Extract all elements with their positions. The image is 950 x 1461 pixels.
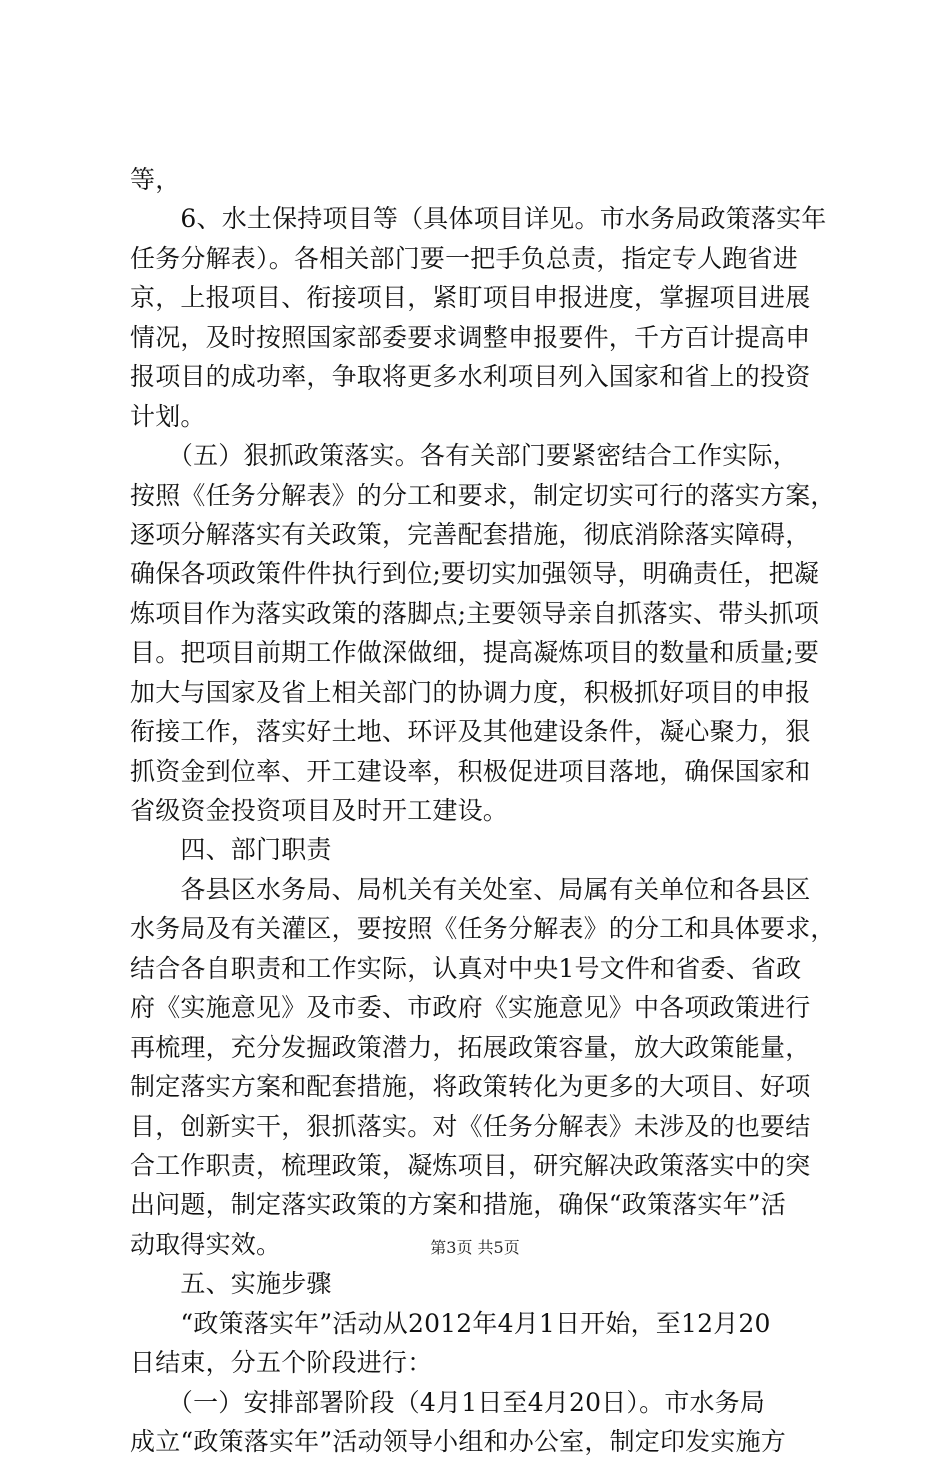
page-number: 第3页 共5页 (430, 1238, 520, 1257)
text-line: 京，上报项目、衔接项目，紧盯项目申报进度，掌握项目进展 (130, 283, 811, 313)
text-line: 按照《任务分解表》的分工和要求，制定切实可行的落实方案， (130, 480, 836, 510)
text-line: 水务局及有关灌区，要按照《任务分解表》的分工和具体要求， (130, 914, 836, 944)
page-footer (0, 1238, 950, 1258)
text-line: “政策落实年”活动从2012年4月1日开始，至12月20 (130, 1308, 771, 1338)
text-line: 6、水土保持项目等（具体项目详见。市水务局政策落实年 (130, 204, 827, 234)
text-line: 抓资金到位率、开工建设率，积极促进项目落地，确保国家和 (130, 756, 811, 786)
text-line: 衔接工作，落实好土地、环评及其他建设条件，凝心聚力，狠 (130, 717, 811, 747)
text-line: 出问题，制定落实政策的方案和措施，确保“政策落实年”活 (130, 1190, 786, 1220)
text-line: 制定落实方案和配套措施，将政策转化为更多的大项目、好项 (130, 1072, 811, 1102)
text-line: 合工作职责，梳理政策，凝炼项目，研究解决政策落实中的突 (130, 1150, 811, 1180)
text-line: 成立“政策落实年”活动领导小组和办公室，制定印发实施方 (130, 1427, 786, 1456)
text-line: 再梳理，充分发掘政策潜力，拓展政策容量，放大政策能量， (130, 1032, 811, 1062)
section-heading: 五、实施步骤 (130, 1269, 332, 1299)
text-line: 情况，及时按照国家部委要求调整申报要件，千方百计提高申 (130, 322, 811, 352)
text-line: 计划。 (130, 401, 206, 431)
text-line: 任务分解表）。各相关部门要一把手负总责，指定专人跑省进 (130, 243, 798, 273)
text-line: 目。把项目前期工作做深做细，提高凝炼项目的数量和质量;要 (130, 638, 820, 668)
text-line: （一）安排部署阶段（4月1日至4月20日）。市水务局 (130, 1387, 766, 1417)
text-line: 日结束，分五个阶段进行： (130, 1348, 433, 1378)
text-line: 省级资金投资项目及时开工建设。 (130, 796, 509, 825)
text-line: 加大与国家及省上相关部门的协调力度，积极抓好项目的申报 (130, 677, 811, 707)
text-line: 等， (130, 165, 181, 194)
document-body (130, 160, 836, 1461)
text-line: 各县区水务局、局机关有关处室、局属有关单位和各县区 (130, 874, 811, 904)
text-line: （五）狠抓政策落实。各有关部门要紧密结合工作实际， (130, 441, 798, 471)
text-line: 逐项分解落实有关政策，完善配套措施，彻底消除落实障碍， (130, 519, 811, 549)
section-heading: 四、部门职责 (130, 835, 332, 865)
text-line: 府《实施意见》及市委、市政府《实施意见》中各项政策进行 (130, 993, 811, 1023)
text-line: 炼项目作为落实政策的落脚点;主要领导亲自抓落实、带头抓项 (130, 598, 820, 628)
text-line: 动取得实效。 (130, 1229, 282, 1259)
text-line: 结合各自职责和工作实际，认真对中央1号文件和省委、省政 (130, 953, 802, 983)
text-line: 目，创新实干，狠抓落实。对《任务分解表》未涉及的也要结 (130, 1111, 811, 1141)
text-line: 确保各项政策件件执行到位;要切实加强领导，明确责任，把凝 (130, 559, 820, 589)
text-line: 报项目的成功率，争取将更多水利项目列入国家和省上的投资 (130, 362, 811, 392)
